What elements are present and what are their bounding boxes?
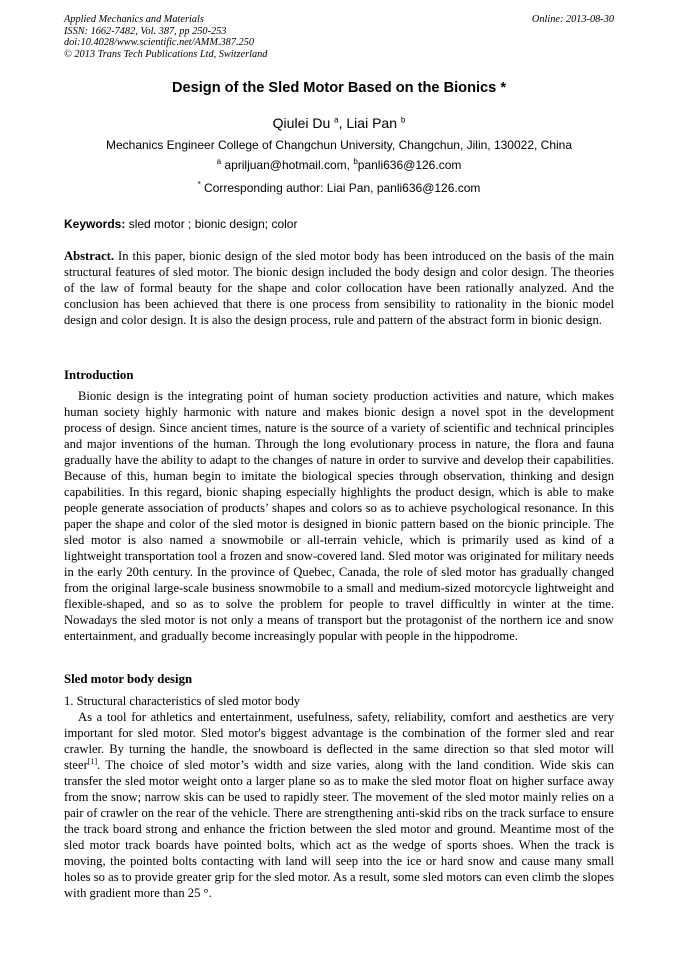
online-date: Online: 2013-08-30 — [531, 14, 614, 25]
journal-header — [64, 14, 484, 60]
abstract — [64, 248, 614, 328]
section-heading: Introduction — [64, 368, 134, 382]
keywords — [64, 217, 614, 232]
paragraph-text: . The choice of sled motor’s width and size varies, along with the land condition. Wide skis can transfer the sled motor weight onto a larger plane so as to make the sled motor float on higher surface away from the snow; narrow skis can be used to rapidly steer. The movement of the sled motor mainly relies on a pair of crawler on the rear of the vehicle. There are strengthening anti-skid ribs on the track surface to ensure the track board strong and enhance the friction between the sled motor and ground. Meantime most of the sled motor track boards have pointed bolts, which act as the wedge of sports shoes. When the track is moving, the pointed bolts contacting with land will seep into the ice or hard snow and cause many small holes so as to provide greater grip for the sled motor. As a result, some sled motors can even climb the slopes with gradient more than 25 °. — [64, 758, 614, 900]
paper-title: Design of the Sled Motor Based on the Bionics * — [171, 80, 507, 96]
keywords-text: sled motor ; bionic design; color — [128, 217, 298, 231]
affiliation: Mechanics Engineer College of Changchun University, Changchun, Jilin, 130022, China — [105, 138, 573, 152]
corresponding-mark: * — [197, 180, 201, 189]
email-address: panli636@126.com — [357, 158, 462, 172]
journal-doi: doi:10.4028/www.scientific.net/AMM.387.250 — [64, 37, 254, 49]
affiliation-mark: a — [334, 115, 339, 125]
paragraph-text: As a tool for athletics and entertainment, usefulness, safety, reliability, comfort and aesthetics are very important for sled motor. Sled motor's biggest advantage is the combination of the former sled and rear crawler. By turning the handle, the snowboard is deflected in the same direction so that sled motor will steer — [64, 710, 614, 772]
introduction-body — [64, 388, 614, 644]
affiliation-mark: b — [400, 115, 406, 125]
corresponding-text: Corresponding author: Liai Pan, panli636@126.com — [204, 181, 481, 195]
subsection-heading: 1. Structural characteristics of sled motor body — [64, 694, 301, 708]
email-mark: b — [353, 157, 358, 166]
journal-issn: ISSN: 1662-7482, Vol. 387, pp 250-253 — [64, 25, 227, 37]
abstract-text: In this paper, bionic design of the sled motor body has been introduced on the basis of the main structural features of sled motor. The bionic design included the body design and color design. The theories of the law of formal beauty for the shape and color collocation have been rationally analyzed. And the conclusion has been achieved that there is one process from sensibility to rationality in the bionic model design and color design. It is also the design process, rule and pattern of the abstract form in bionic design. — [64, 249, 614, 327]
journal-copyright: © 2013 Trans Tech Publications Ltd, Switzerland — [64, 48, 268, 60]
paragraph: Bionic design is the integrating point of human society production activities and nature, which makes human society highly harmonic with nature and makes bionic design a novel spot in the development process of design. Since ancient times, nature is the source of a variety of scientific and technical principles and major inventions of the human. Through the long evolutionary process in nature, the flora and fauna gradually have the ability to adapt to the changes of nature in order to survive and develop their capabilities. Because of this, human begin to imitate the biological species through observation, thinking and design capabilities. In this regard, bionic shaping especially highlights the product design, which is able to make people generate association of products’ shapes and colors so as to achieve psychological resonance. In this paper the shape and color of the sled motor is designed in bionic pattern based on the bionic principle. The sled motor is also named a snowmobile or all-terrain vehicle, which is primarily used as kind of a lightweight transportation tool a frozen and snow-covered land. Sled motor was originated for military needs in the early 20th century. In the province of Quebec, Canada, the role of sled motor has gradually changed from the original large-scale business snowmobile to a small and medium-sized motorcycle lightweight and flexible-shaped, and so as to solve the problem for people to travel difficultly in winter at the time. Nowadays the sled motor is not only a means of transport but the protagonist of the northern ice and snow entertainment, and gradually become increasingly popular with people in the hippodrome. — [64, 389, 614, 643]
section2-body — [64, 709, 614, 901]
email-mark: a — [216, 157, 222, 166]
email-address: apriljuan@hotmail.com, — [224, 158, 350, 172]
journal-name: Applied Mechanics and Materials — [64, 14, 204, 25]
keywords-label: Keywords: — [64, 217, 126, 231]
corresponding-author — [0, 181, 678, 196]
section-heading: Sled motor body design — [64, 672, 193, 686]
author-name: Qiulei Du — [272, 115, 331, 131]
citation-ref: [1] — [87, 756, 98, 766]
author-line — [0, 114, 678, 132]
paragraph — [64, 709, 614, 901]
author-separator: , — [338, 115, 347, 131]
abstract-label: Abstract. — [64, 249, 115, 263]
author-emails — [0, 158, 678, 173]
author-name: Liai Pan — [346, 115, 397, 131]
